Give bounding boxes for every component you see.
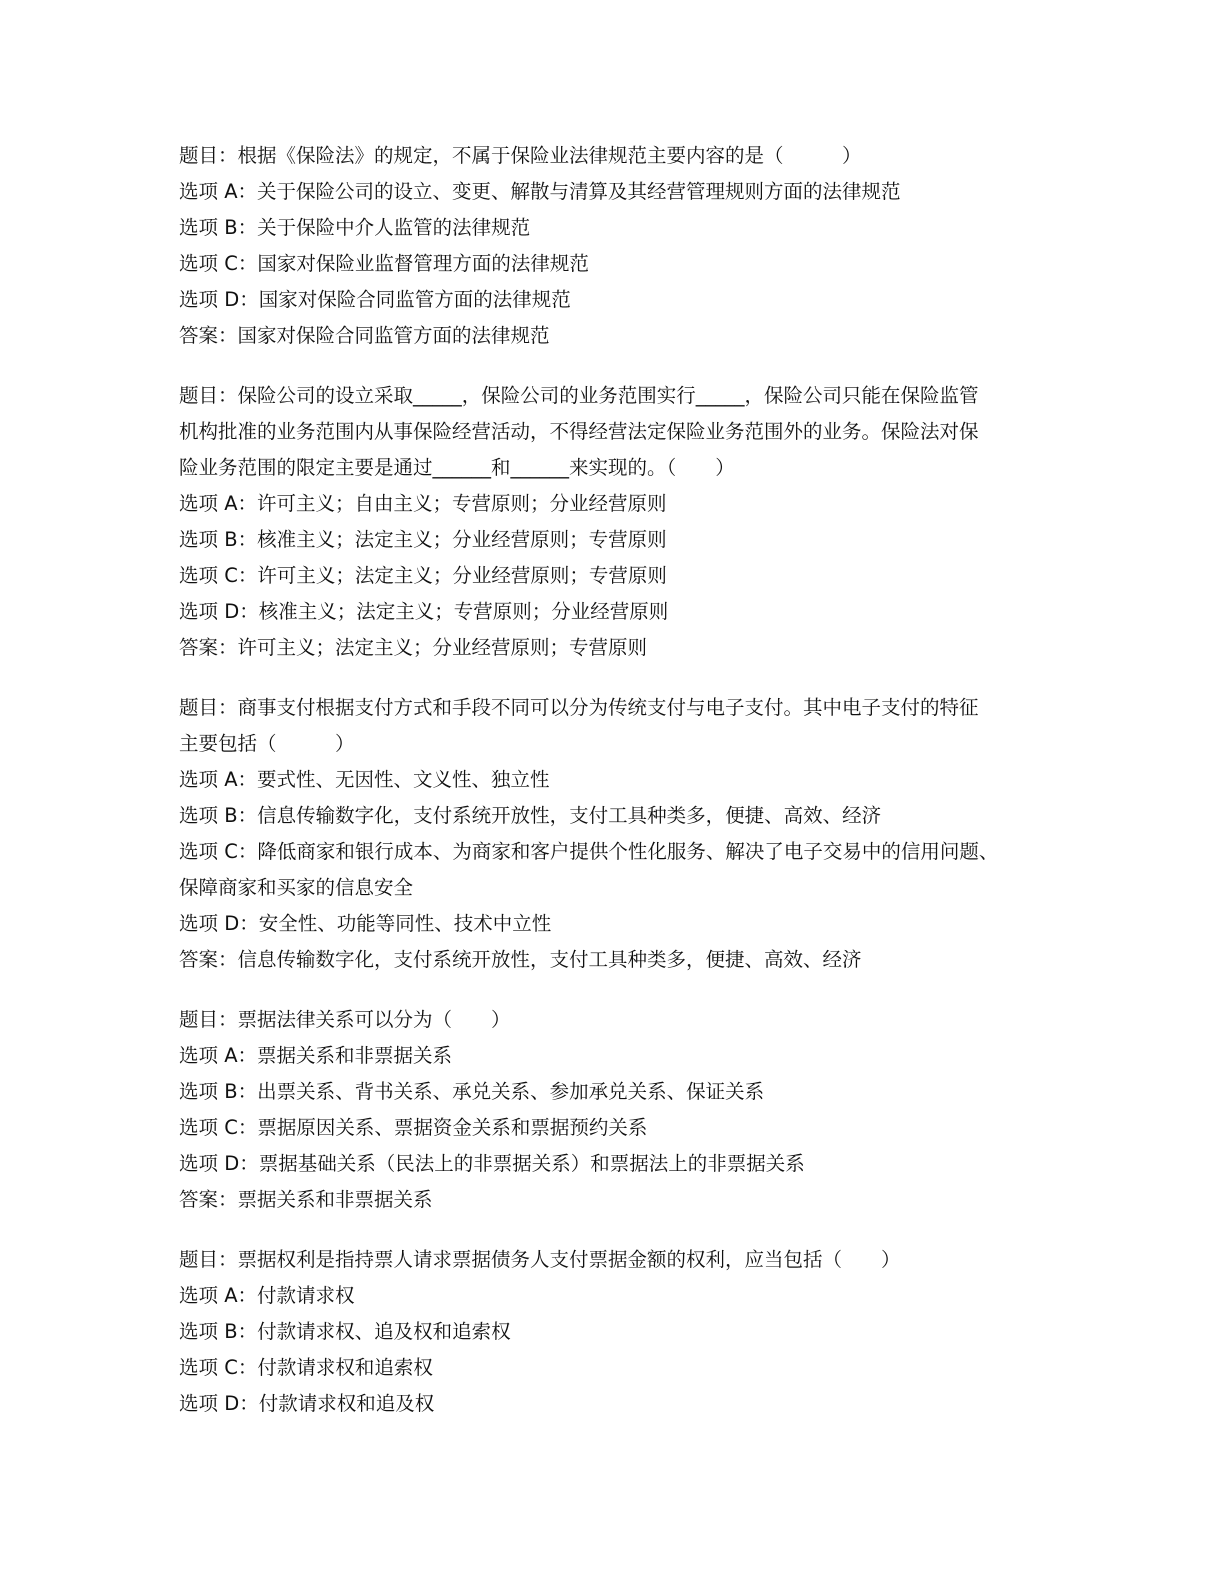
answer-text: 答案：票据关系和非票据关系	[179, 1188, 433, 1211]
option-a: 选项 A：许可主义；自由主义；专营原则；分业经营原则	[179, 492, 667, 515]
option-c-line-1: 选项 C：降低商家和银行成本、为商家和客户提供个性化服务、解决了电子交易中的信用问题、	[179, 840, 999, 863]
question-block-4	[179, 1002, 1059, 1218]
answer-text: 答案：许可主义；法定主义；分业经营原则；专营原则	[179, 636, 648, 659]
option-c: 选项 C：票据原因关系、票据资金关系和票据预约关系	[179, 1116, 648, 1139]
option-a: 选项 A：关于保险公司的设立、变更、解散与清算及其经营管理规则方面的法律规范	[179, 180, 901, 203]
option-a: 选项 A：要式性、无因性、文义性、独立性	[179, 768, 550, 791]
option-a: 选项 A：票据关系和非票据关系	[179, 1044, 453, 1067]
option-c: 选项 C：国家对保险业监督管理方面的法律规范	[179, 252, 589, 275]
option-b: 选项 B：信息传输数字化，支付系统开放性，支付工具种类多，便捷、高效、经济	[179, 804, 882, 827]
question-text-line-2: 机构批准的业务范围内从事保险经营活动，不得经营法定保险业务范围外的业务。保险法对保	[179, 420, 979, 443]
option-c: 选项 C：许可主义；法定主义；分业经营原则；专营原则	[179, 564, 667, 587]
option-b: 选项 B：关于保险中介人监管的法律规范	[179, 216, 531, 239]
question-block-5	[179, 1242, 1059, 1422]
question-text: 题目：票据法律关系可以分为（ ）	[179, 1008, 511, 1031]
question-text: 题目：票据权利是指持票人请求票据债务人支付票据金额的权利，应当包括（ ）	[179, 1248, 901, 1271]
option-b: 选项 B：核准主义；法定主义；分业经营原则；专营原则	[179, 528, 667, 551]
option-a: 选项 A：付款请求权	[179, 1284, 355, 1307]
option-d: 选项 D：票据基础关系（民法上的非票据关系）和票据法上的非票据关系	[179, 1152, 805, 1175]
option-c-line-2: 保障商家和买家的信息安全	[179, 876, 414, 899]
answer-text: 答案：信息传输数字化，支付系统开放性，支付工具种类多，便捷、高效、经济	[179, 948, 862, 971]
option-d: 选项 D：国家对保险合同监管方面的法律规范	[179, 288, 571, 311]
question-block-3	[179, 690, 1059, 978]
option-d: 选项 D：核准主义；法定主义；专营原则；分业经营原则	[179, 600, 669, 623]
question-block-1	[179, 138, 1059, 354]
question-block-2	[179, 378, 1059, 666]
answer-text: 答案：国家对保险合同监管方面的法律规范	[179, 324, 550, 347]
option-c: 选项 C：付款请求权和追索权	[179, 1356, 433, 1379]
option-d: 选项 D：付款请求权和追及权	[179, 1392, 435, 1415]
question-text-line-3: 险业务范围的限定主要是通过______和______来实现的。（ ）	[179, 456, 735, 479]
option-b: 选项 B：出票关系、背书关系、承兑关系、参加承兑关系、保证关系	[179, 1080, 765, 1103]
document-page	[179, 138, 1059, 1446]
question-text-line-1: 题目：商事支付根据支付方式和手段不同可以分为传统支付与电子支付。其中电子支付的特征	[179, 696, 979, 719]
question-text-line-2: 主要包括（ ）	[179, 732, 355, 755]
question-text-line-1: 题目：保险公司的设立采取_____，保险公司的业务范围实行_____，保险公司只能在保险监管	[179, 384, 979, 407]
option-d: 选项 D：安全性、功能等同性、技术中立性	[179, 912, 552, 935]
option-b: 选项 B：付款请求权、追及权和追索权	[179, 1320, 511, 1343]
question-text: 题目：根据《保险法》的规定，不属于保险业法律规范主要内容的是（ ）	[179, 144, 862, 167]
